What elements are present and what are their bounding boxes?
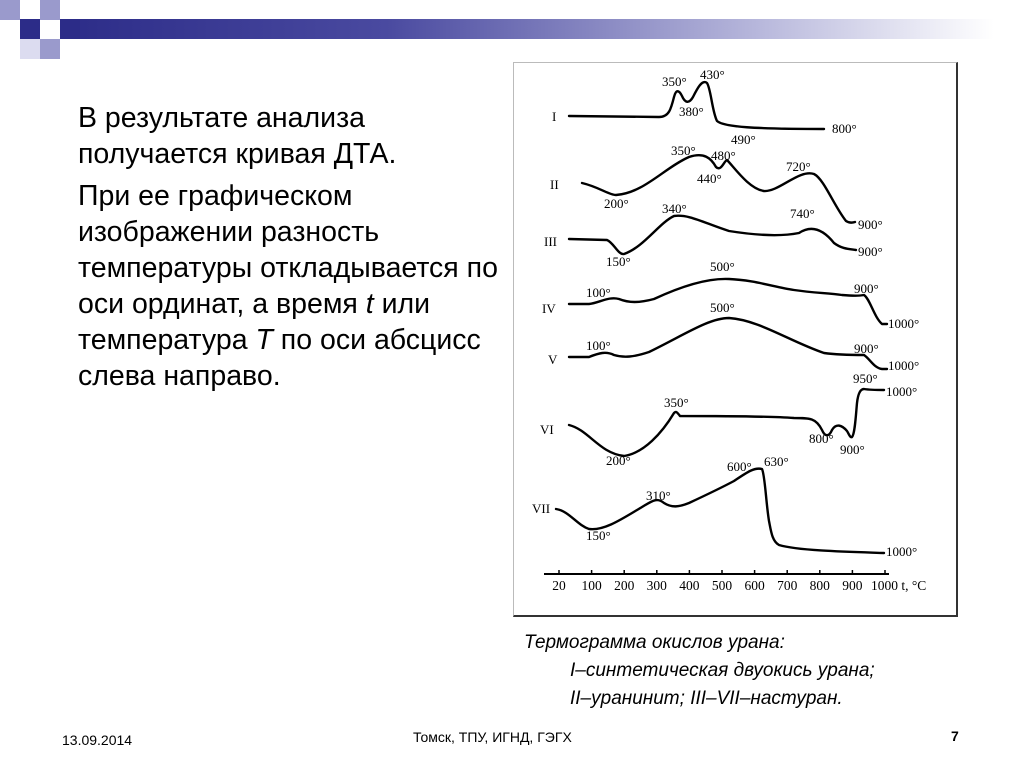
x-tick-label: 800 [809, 578, 830, 593]
x-tick-label: 20 [552, 578, 566, 593]
annot-VII-630: 630° [764, 454, 789, 469]
annot-IV-100: 100° [586, 285, 611, 300]
var-t: t [365, 288, 374, 320]
x-tick-label: 700 [777, 578, 798, 593]
page-number: 7 [951, 728, 959, 744]
annot-III-900: 900° [858, 244, 883, 259]
curve-III [569, 216, 856, 254]
x-tick-label: 200 [614, 578, 635, 593]
annot-V-900: 900° [854, 341, 879, 356]
curve-VI [569, 389, 884, 456]
header-square-1 [0, 0, 20, 20]
paragraph-2-text-a: При ее графическом изображении разность температуры откладывается по оси ординат, а время [78, 180, 498, 320]
thermogram-figure [513, 62, 958, 617]
x-tick-label: 400 [679, 578, 700, 593]
annot-I-490: 490° [731, 132, 756, 147]
header-square-3 [40, 0, 60, 20]
x-tick-label: 300 [646, 578, 667, 593]
annot-VII-1000: 1000° [886, 544, 918, 559]
paragraph-2-text-b: или температура [78, 288, 431, 356]
annot-VI-350: 350° [664, 395, 689, 410]
annot-VII-310: 310° [646, 488, 671, 503]
curve-II-label: II [550, 177, 559, 192]
annot-VI-200: 200° [606, 453, 631, 468]
annot-IV-1000: 1000° [888, 316, 920, 331]
x-tick-label: 500 [711, 578, 733, 593]
annot-III-150: 150° [606, 254, 631, 269]
annot-VI-800: 800° [809, 431, 834, 446]
figure-caption-line-3: II–уранинит; III–VII–настуран. [570, 688, 843, 709]
curve-I-label: I [552, 109, 557, 124]
footer-date: 13.09.2014 [62, 732, 133, 748]
annot-V-100: 100° [586, 338, 611, 353]
annot-I-350: 350° [662, 74, 687, 89]
annot-II-440: 440° [697, 171, 722, 186]
paragraph-2 [78, 178, 498, 394]
figure-caption-line-1: Термограмма окислов урана: [524, 632, 785, 653]
annot-I-380: 380° [679, 104, 704, 119]
annot-VI-1000: 1000° [886, 384, 918, 399]
var-T: T [255, 324, 273, 356]
header-square-6 [20, 39, 40, 59]
annot-III-740: 740° [790, 206, 815, 221]
annot-VI-950: 950° [853, 371, 878, 386]
figure-caption-line-2: I–синтетическая двуокись урана; [570, 660, 875, 681]
annot-II-480: 480° [711, 148, 736, 163]
x-tick-label: 600 [744, 578, 765, 593]
slide-body-text [78, 100, 498, 400]
annot-I-430: 430° [700, 67, 725, 82]
header-bar [60, 19, 994, 39]
curve-VI-label: VI [540, 422, 554, 437]
annot-I-800: 800° [832, 121, 857, 136]
x-tick-label: 900 [842, 578, 863, 593]
curve-IV-label: IV [542, 301, 556, 316]
curve-V [569, 318, 887, 369]
annot-II-720: 720° [786, 159, 811, 174]
annot-IV-500: 500° [710, 259, 735, 274]
header-square-5 [40, 39, 60, 59]
annot-IV-900: 900° [854, 281, 879, 296]
annot-II-200: 200° [604, 196, 629, 211]
annot-VI-900: 900° [840, 442, 865, 457]
annot-V-500: 500° [710, 300, 735, 315]
header-square-4 [60, 19, 80, 39]
header-square-2 [20, 19, 40, 39]
paragraph-2-text-c: по оси абсцисс слева направо. [78, 324, 481, 392]
annot-II-350: 350° [671, 143, 696, 158]
curve-VII-label: VII [532, 501, 551, 516]
curve-V-label: V [548, 352, 558, 367]
annot-III-340: 340° [662, 201, 687, 216]
footer-center: Томск, ТПУ, ИГНД, ГЭГХ [413, 729, 572, 745]
annot-V-1000: 1000° [888, 358, 920, 373]
paragraph-1: В результате анализа получается кривая ДТА. [78, 102, 397, 170]
thermogram-chart [514, 63, 956, 615]
annot-II-900: 900° [858, 217, 883, 232]
curve-III-label: III [544, 234, 557, 249]
annot-VII-150: 150° [586, 528, 611, 543]
x-tick-label: 100 [581, 578, 602, 593]
annot-VII-600: 600° [727, 459, 752, 474]
x-tick-label: 1000 t, °C [871, 578, 927, 593]
